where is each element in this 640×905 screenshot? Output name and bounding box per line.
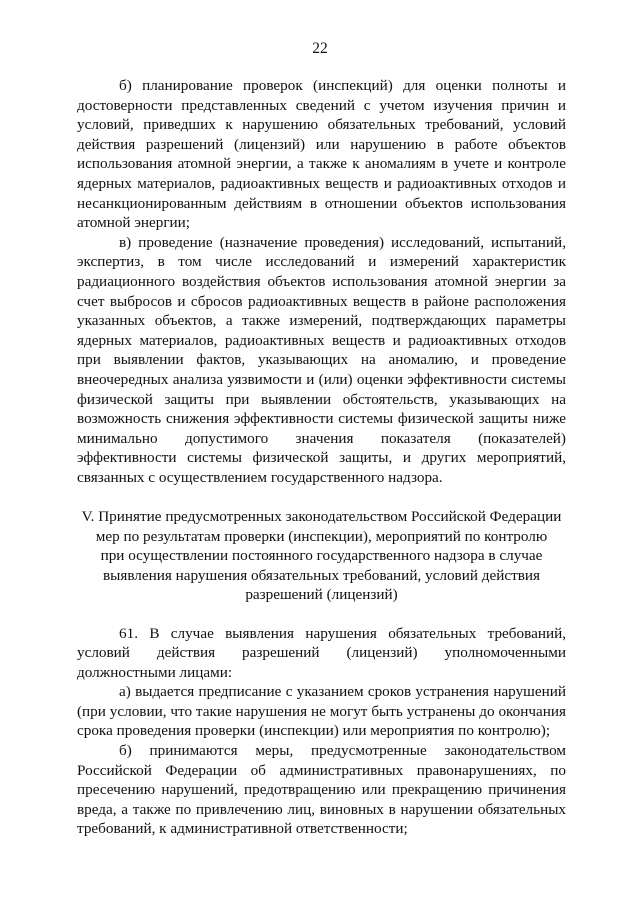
page-number: 22 [312, 40, 328, 57]
document-body [77, 76, 566, 839]
section-heading [77, 507, 566, 604]
paragraph-item-v-research: в) проведение (назначение проведения) исследований, испытаний, экспертиз, в том числе исследований и измерений характеристик радиационного воздействия объектов использования атомной энергии за счет выбросов и сбросов радиоактивных веществ в районе расположения указанных объектов, а также измерений, подтверждающих параметры ядерных материалов, радиоактивных веществ и радиоактивных отходов при выявлении фактов, указывающих на аномалию, и проведение внеочередных анализа уязвимости и (или) оценки эффективности системы физической защиты при выявлении обстоятельств, указывающих на возможность снижения эффективности системы физической защиты ниже минимально допустимого значения показателя (показателей) эффективности системы физической защиты, и других мероприятий, связанных с осуществлением государственного надзора. [77, 233, 566, 486]
section-heading-line: выявления нарушения обязательных требований, условий действия [102, 566, 541, 584]
section-heading-line: разрешений (лицензий) [245, 586, 398, 604]
paragraph-clause-61: 61. В случае выявления нарушения обязательных требований, условий действия разрешений (лицензий) уполномоченными должностными лицами: [77, 624, 566, 681]
paragraph-item-a-order: а) выдается предписание с указанием сроков устранения нарушений (при условии, что такие нарушения не могут быть устранены до окончания срока проведения проверки (инспекции) или мероприятия по контролю); [77, 683, 566, 740]
section-heading-line: V. Принятие предусмотренных законодательством Российской Федерации [81, 508, 562, 526]
section-heading-line: мер по результатам проверки (инспекции), мероприятий по контролю [95, 527, 548, 545]
paragraph-item-b-measures: б) принимаются меры, предусмотренные законодательством Российской Федерации об административных правонарушениях, по пресечению нарушений, предотвращению или прекращению причинения вреда, а также по привлечению лиц, виновных в нарушении обязательных требований, к административной ответственности; [77, 742, 566, 838]
section-heading-line: при осуществлении постоянного государственного надзора в случае [100, 547, 543, 565]
paragraph-item-b-planning: б) планирование проверок (инспекций) для оценки полноты и достоверности представленных сведений с учетом изучения причин и условий, приведших к нарушению обязательных требований, условий действия разрешений (лицензий) или нарушению в работе объектов использования атомной энергии, а также к аномалиям в учете и контроле ядерных материалов, радиоактивных веществ и радиоактивных отходов и несанкционированным действиям в отношении объектов использования атомной энергии; [77, 77, 566, 232]
